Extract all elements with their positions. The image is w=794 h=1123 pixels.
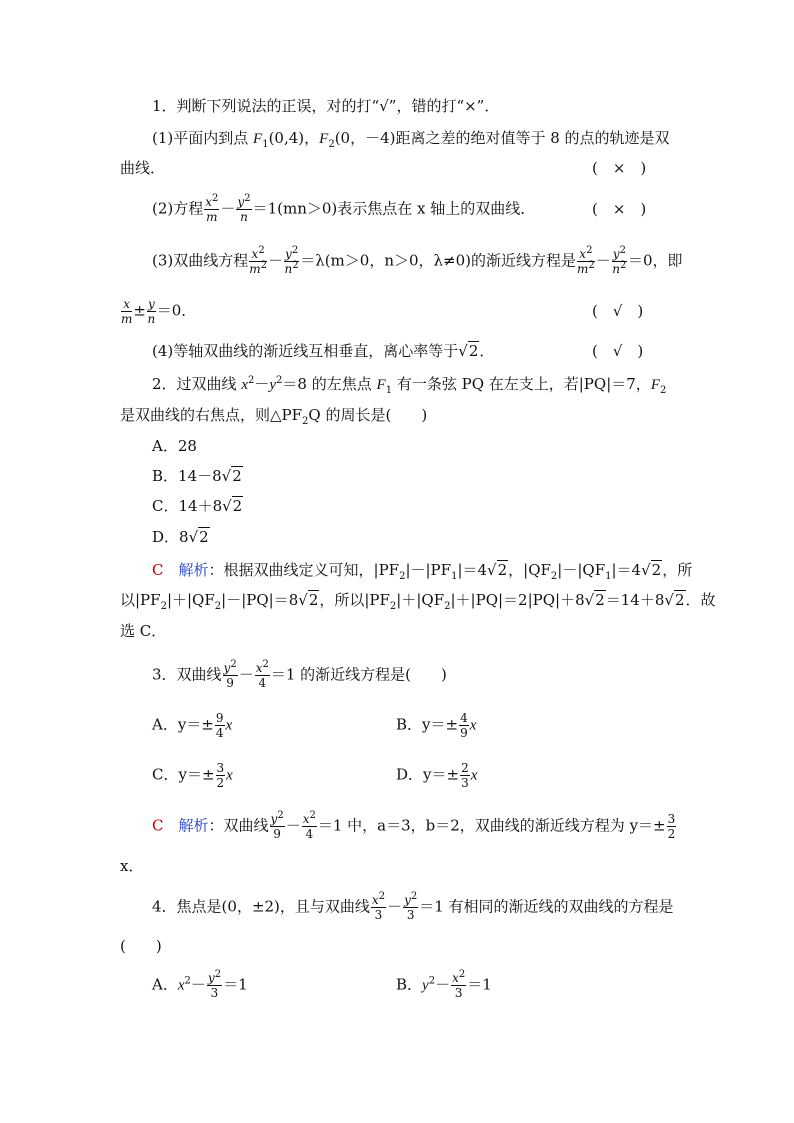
sqrt: √2: [221, 467, 242, 485]
q3-option-c: C．y＝± $\frac{3}{2}$ x: [152, 761, 233, 790]
sqrt: √2: [458, 342, 479, 360]
text: ：根据双曲线定义可知，|PF: [208, 561, 400, 579]
sqrt: √2: [487, 561, 508, 579]
text: B．14－8: [152, 467, 222, 485]
q4-option-b: B．$y^2-$ $\frac{x^2}{3}$ ＝1: [396, 969, 492, 1000]
q1-statement-1-cont: 曲线．: [120, 159, 166, 177]
fraction: $\frac{x}{m}$: [121, 297, 133, 326]
fraction: $\frac{x^2}{m}$: [205, 193, 219, 224]
radicand: 2: [468, 342, 479, 360]
q1-statement-1: (1)平面内到点 $F_1(0,4)$，$F_2(0$，－4)距离之差的绝对值等于 8 的点的轨迹是双: [152, 129, 670, 150]
fraction: $\frac{4}{9}$: [460, 711, 468, 740]
text: ＝1(mn＞0)表示焦点在 x 轴上的双曲线．: [252, 199, 536, 218]
text: |＋|PQ|＝2|PQ|＋8: [450, 591, 585, 609]
fraction: $\frac{x^2}{m^2}$: [249, 245, 268, 276]
text: ＝1 的渐近线方程是( ): [270, 665, 447, 684]
q2-solution-cont: 以$|PF_2|+|QF_2|-|PQ|=8√2$，所以$|PF_2|+|QF_2|+|PQ|=2|PQ|+8√2=14+8√2$．故: [120, 591, 716, 612]
fraction: $\frac{3}{2}$: [216, 761, 225, 790]
q1-mark-3: ( √ ): [592, 302, 644, 320]
fraction: $\frac{x^2}{3}$: [452, 969, 466, 1000]
fraction: $\frac{x^2}{4}$: [255, 659, 269, 690]
q2-option-a: A．28: [152, 437, 197, 455]
text: ＝1 中，a＝3，b＝2，双曲线的渐近线方程为 y＝±: [317, 816, 666, 835]
text: (1)平面内到点: [152, 129, 254, 147]
q1-mark-1: ( × ): [592, 159, 647, 177]
q4-option-a: A．$x^2-$ $\frac{y^2}{3}$ ＝1: [152, 969, 248, 1000]
text: 2．过双曲线: [152, 375, 242, 393]
text: ＝0．: [156, 301, 197, 320]
text: F: [253, 131, 263, 147]
radicand: 2: [497, 561, 508, 579]
radicand: 2: [651, 561, 662, 579]
fraction: $\frac{x^2}{4}$: [302, 810, 316, 841]
radicand: 2: [308, 591, 319, 609]
text: Q 的周长是( ): [308, 406, 428, 424]
fraction: $\frac{y^2}{n^2}$: [612, 245, 627, 276]
answer: C: [152, 816, 164, 835]
text: D．y＝±: [396, 765, 460, 784]
q1-statement-3: (3)双曲线方程 $\frac{x^2}{m^2}$ － $\frac{y^2}{n^2}$ ＝λ(m＞0，n＞0，λ≠0)的渐近线方程是 $\frac{x^2}{m^2}$ － $\frac{y^2}{n^2}$ ＝0，即: [152, 245, 683, 276]
text: C．y＝±: [152, 765, 215, 784]
text: C．14＋8: [152, 497, 223, 515]
text: ＝14＋8: [605, 591, 665, 609]
q1-mark-2: ( × ): [592, 200, 647, 218]
radicand: 2: [674, 591, 685, 609]
text: ＝8 的左焦点: [282, 375, 377, 393]
radicand: 2: [232, 467, 242, 485]
fraction: $\frac{y^2}{9}$: [270, 810, 284, 841]
q1-stem: 1．判断下列说法的正误，对的打“√”，错的打“×”．: [152, 97, 500, 115]
q1-statement-4: [152, 341, 494, 361]
text: (2)方程: [152, 199, 204, 218]
solution-label: 解析: [178, 816, 209, 835]
text: (4)等轴双曲线的渐近线互相垂直，离心率等于: [152, 342, 459, 360]
text: ．故: [685, 591, 716, 609]
q4-stem: 4．焦点是(0，±2)，且与双曲线 $\frac{x^2}{3}$ － $\frac{y^2}{3}$ ＝1 有相同的渐近线的双曲线的方程是: [152, 891, 674, 922]
text: 以|PF: [120, 591, 161, 609]
text: 是双曲线的右焦点，则△PF: [120, 406, 303, 424]
text: ，所: [662, 561, 693, 579]
radicand: 2: [199, 528, 209, 546]
sqrt: √2: [584, 591, 605, 609]
solution-label: 解析: [178, 561, 209, 579]
text: B．: [396, 975, 423, 994]
q3-option-a: A．y＝± $\frac{9}{4}$ x: [152, 711, 233, 740]
q3-option-d: D．y＝± $\frac{2}{3}$ x: [396, 761, 478, 790]
sqrt: √2: [298, 591, 319, 609]
text: |－|PF: [405, 561, 452, 579]
text: ＝0，即: [627, 251, 683, 270]
fraction: $\frac{9}{4}$: [215, 711, 224, 740]
q1-mark-4: ( √ ): [592, 342, 644, 360]
sqrt: √2: [188, 528, 209, 546]
text: |－|PQ|＝8: [221, 591, 299, 609]
q2-stem: 2．过双曲线 $x^2-y^2=8$ 的左焦点 $F_1$ 有一条弦 PQ 在左支上，若|PQ|＝7，$F_2$: [152, 375, 667, 396]
q3-solution-cont: x．: [120, 857, 144, 875]
q2-solution-end: 选 C．: [120, 622, 167, 640]
fraction: $\frac{x^2}{3}$: [371, 891, 386, 922]
text: ＝λ(m＞0，n＞0，λ≠0)的渐近线方程是: [300, 251, 576, 270]
sqrt: √2: [222, 497, 243, 515]
text: |－|QF: [557, 561, 606, 579]
q2-option-d: [152, 527, 210, 547]
fraction: $\frac{y^2}{n}$: [237, 193, 251, 224]
radicand: 2: [595, 591, 605, 609]
text: 4．焦点是(0，±2)，且与双曲线: [152, 897, 370, 916]
text: |＝4: [611, 561, 642, 579]
text: |＋|QF: [166, 591, 215, 609]
text: 3．双曲线: [152, 665, 222, 684]
text: B．y＝±: [396, 715, 459, 734]
q1-statement-3-cont: $\frac{x}{m}$ ± $\frac{y}{n}$ ＝0．: [121, 297, 197, 326]
q2-option-b: [152, 466, 243, 486]
q4-stem-cont: ( ): [120, 937, 162, 955]
radicand: 2: [232, 497, 243, 515]
q2-solution: C 解析：根据双曲线定义可知，$|PF_2|-|PF_1|=4√2$，$|QF_2|-|QF_1|=4√2$，所: [152, 561, 693, 582]
q3-solution: C 解析：双曲线 $\frac{y^2}{9}$ － $\frac{x^2}{4}$ ＝1 中，a＝3，b＝2，双曲线的渐近线方程为 y＝± $\frac{3}{2}$: [152, 810, 676, 841]
text: (0，－4)距离之差的绝对值等于 8 的点的轨迹是双: [334, 129, 670, 147]
text: |＝4: [457, 561, 488, 579]
text: (0,4)，: [268, 129, 320, 147]
text: A．: [152, 975, 178, 994]
q3-stem: 3．双曲线 $\frac{y^2}{9}$ － $\frac{x^2}{4}$ ＝1 的渐近线方程是( ): [152, 659, 447, 690]
text: 有一条弦 PQ 在左支上，若|PQ|＝7，: [392, 375, 651, 393]
sqrt: √2: [641, 561, 662, 579]
text: D．8: [152, 528, 189, 546]
text: ，|QF: [508, 561, 551, 579]
text: ，所以|PF: [319, 591, 390, 609]
text: ．: [479, 342, 495, 360]
q2-stem-cont: 是双曲线的右焦点，则$\triangle PF_2Q$ 的周长是( ): [120, 406, 428, 427]
fraction: $\frac{y^2}{3}$: [207, 969, 222, 1000]
fraction: $\frac{y^2}{3}$: [404, 891, 418, 922]
q3-option-b: B．y＝± $\frac{4}{9}$ x: [396, 711, 477, 740]
fraction: $\frac{y}{n}$: [147, 297, 156, 326]
sqrt: √2: [664, 591, 685, 609]
text: A．y＝±: [152, 715, 214, 734]
fraction: $\frac{2}{3}$: [461, 761, 469, 790]
fraction: $\frac{x^2}{m^2}$: [577, 245, 595, 276]
text: |＋|QF: [396, 591, 445, 609]
q1-statement-2: (2)方程 $\frac{x^2}{m}$ － $\frac{y^2}{n}$ ＝1(mn＞0)表示焦点在 x 轴上的双曲线．: [152, 193, 536, 224]
text: (3)双曲线方程: [152, 251, 249, 270]
text: ＝1 有相同的渐近线的双曲线的方程是: [419, 897, 674, 916]
q2-option-c: [152, 496, 243, 516]
answer: C: [152, 561, 164, 579]
fraction: $\frac{y^2}{n^2}$: [284, 245, 299, 276]
fraction: $\frac{3}{2}$: [667, 812, 676, 841]
fraction: $\frac{y^2}{9}$: [223, 659, 237, 690]
text: ：双曲线: [208, 816, 269, 835]
